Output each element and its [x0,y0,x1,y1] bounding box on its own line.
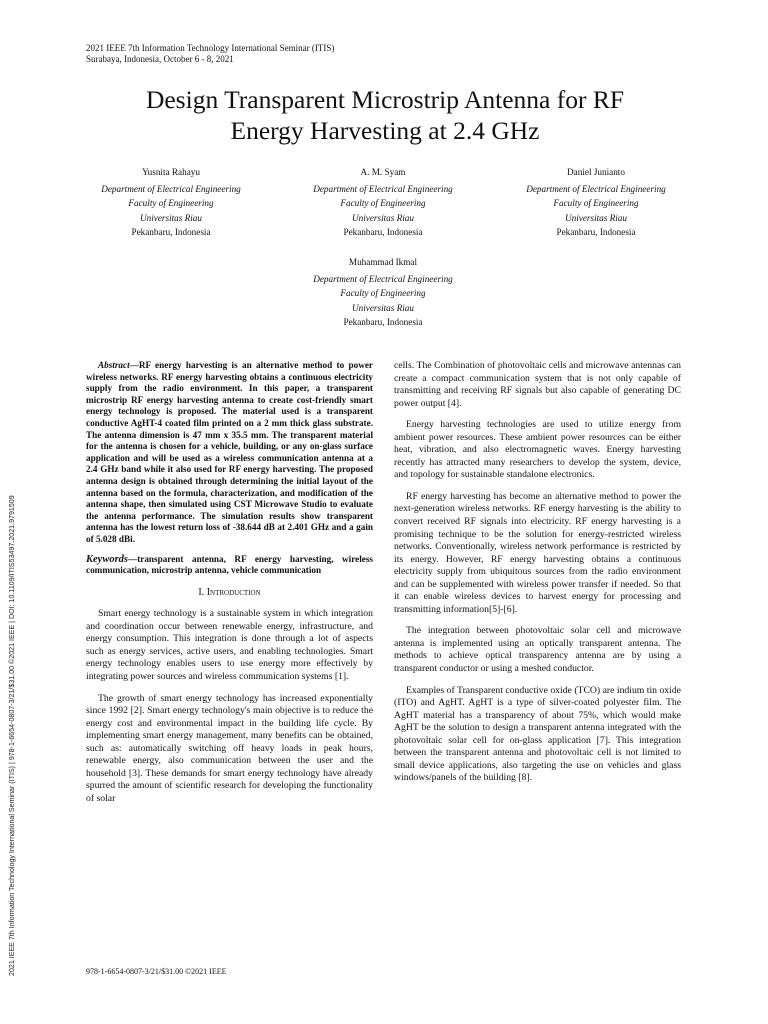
author-city: Pekanbaru, Indonesia [131,227,211,238]
author-faculty: Faculty of Engineering [553,198,639,209]
abstract [86,360,373,546]
author-name: Yusnita Rahayu [142,167,200,177]
author-block [481,165,711,240]
author-city: Pekanbaru, Indonesia [556,227,636,238]
author-university: Universitas Riau [351,212,414,223]
paper-title [60,84,710,146]
author-department: Department of Electrical Engineering [313,183,453,194]
author-department: Department of Electrical Engineering [313,273,453,284]
keywords [86,554,373,577]
author-university: Universitas Riau [139,212,202,223]
keywords-text: —transparent antenna, RF energy harvesting, wireless communication, microstrip antenna, vehicle communication [86,553,373,576]
title-line-2: Energy Harvesting at 2.4 GHz [230,116,540,145]
author-name: Muhammad Ikmal [348,257,418,267]
author-faculty: Faculty of Engineering [128,198,214,209]
author-name: Daniel Junianto [567,167,625,177]
paragraph: Smart energy technology is a sustainable system in which integration and coordination occur between renewable energy, infrastructure, and energy consumption. This integration is done through a lot of aspects such as energy services, active users, and enabling technologies. Smart energy technology enables users to use energy more effectively by integrating power sources and wireless communication systems [1]. [86,608,373,682]
abstract-lead: Abstract [98,360,130,370]
section-title: Introduction [206,586,261,598]
left-column [86,360,373,814]
abstract-text: —RF energy harvesting is an alternative method to power wireless networks. RF energy harvesting obtains a continuous electricity supply from the radio environment. In this paper, a transparent microstrip RF energy harvesting antenna to create cost-friendly smart energy technology is proposed. The material used is a transparent conductive AgHT-4 coated film printed on a 2 mm thick glass substrate. The antenna dimension is 47 mm x 35.5 mm. The transparent material for the antenna is chosen for a vehicle, building, or any on-glass surface application and will be used as a wireless communication antenna at a 2.4 GHz band while it also used for RF energy harvesting. The proposed antenna design is obtained through determining the initial layout of the antenna based on the formula, characterization, and modification of the antenna shape, then simulated using CST Microwave Studio to evaluate the antenna performance. The simulation results show transparent antenna has the lowest return loss of -38.644 dB at 2.401 GHz and a gain of 5.028 dBi. [86,360,373,544]
author-name: A. M. Syam [360,167,406,177]
author-department: Department of Electrical Engineering [101,183,241,194]
keywords-lead: Keywords [86,553,128,565]
conference-location: Surabaya, Indonesia, October 6 - 8, 2021 [86,54,234,64]
author-city: Pekanbaru, Indonesia [343,317,423,328]
author-university: Universitas Riau [351,302,414,313]
doi-sidebar: 2021 IEEE 7th Information Technology International Seminar (ITIS) | 978-1-6654-0807-3/21/$31.00 ©2021 IEEE | DOI: 10.1109/ITIS53497.2021.9791509 [8,495,16,976]
author-block [268,165,498,240]
author-department: Department of Electrical Engineering [526,183,666,194]
paragraph: Energy harvesting technologies are used to utilize energy from ambient power resources. These ambient power resources can be either heat, vibration, and also electromagnetic waves. Energy harvesting recently has attracted many researchers to develop the system, device, and topology for sustainable standalone electronics. [394,419,681,481]
author-city: Pekanbaru, Indonesia [343,227,423,238]
author-block [56,165,286,240]
section-heading [86,587,373,600]
author-faculty: Faculty of Engineering [340,198,426,209]
copyright-footer: 978-1-6654-0807-3/21/$31.00 ©2021 IEEE [86,967,227,976]
paragraph: RF energy harvesting has become an alternative method to power the next-generation wireless networks. RF energy harvesting is the ability to convert received RF signals into electricity. RF energy harvesting is a promising technique to be the solution for energy-restricted wireless networks. Conventionally, wireless network performance is restricted by its energy. However, RF energy harvesting obtains a continuous electricity supply from ubiquitous sources from the radio environment and can be supplemented with wireless power transfer if needed. So that it can enable wireless devices to harvest energy for processing and transmitting information[5]-[6]. [394,490,681,615]
conference-header [86,43,334,65]
title-line-1: Design Transparent Microstrip Antenna for RF [145,85,625,114]
paragraph: Examples of Transparent conductive oxide (TCO) are indium tin oxide (ITO) and AgHT. AgHT is a type of silver-coated polyester film. The AgHT material has a transparency of about 75%, which would make AgHT be the solution to design a transparent antenna integrated with the photovoltaic solar cell for on-glass application [7]. This integration between the transparent antenna and photovoltaic cell is not limited to small device applications, also targeting the use on vehicles and glass windows/panels of the building [8]. [394,684,681,784]
paragraph: cells. The Combination of photovoltaic cells and microwave antennas can create a compact communication system that is not only capable of transmitting and receiving RF signals but also capable of generating DC power output [4]. [394,360,681,409]
author-faculty: Faculty of Engineering [340,288,426,299]
conference-name: 2021 IEEE 7th Information Technology International Seminar (ITIS) [86,43,335,53]
section-number: I. [198,586,205,598]
author-block [268,255,498,330]
paragraph: The integration between photovoltaic solar cell and microwave antenna is implemented using an optically transparent antenna. The methods to achieve optical transparency antenna are by using a transparent conductor or using a meshed conductor. [394,625,681,675]
paragraph: The growth of smart energy technology has increased exponentially since 1992 [2]. Smart energy technology's main objective is to reduce the energy cost and environmental impact in the building life cycle. By implementing smart energy management, many benefits can be obtained, such as: automatically switching off heavy loads in peak hours, renewable energy, also communication between the user and the household [3]. These demands for smart energy technology have already spurred the amount of scientific research for developing the functionality of solar [86,692,373,804]
author-university: Universitas Riau [564,212,627,223]
right-column [394,360,681,794]
